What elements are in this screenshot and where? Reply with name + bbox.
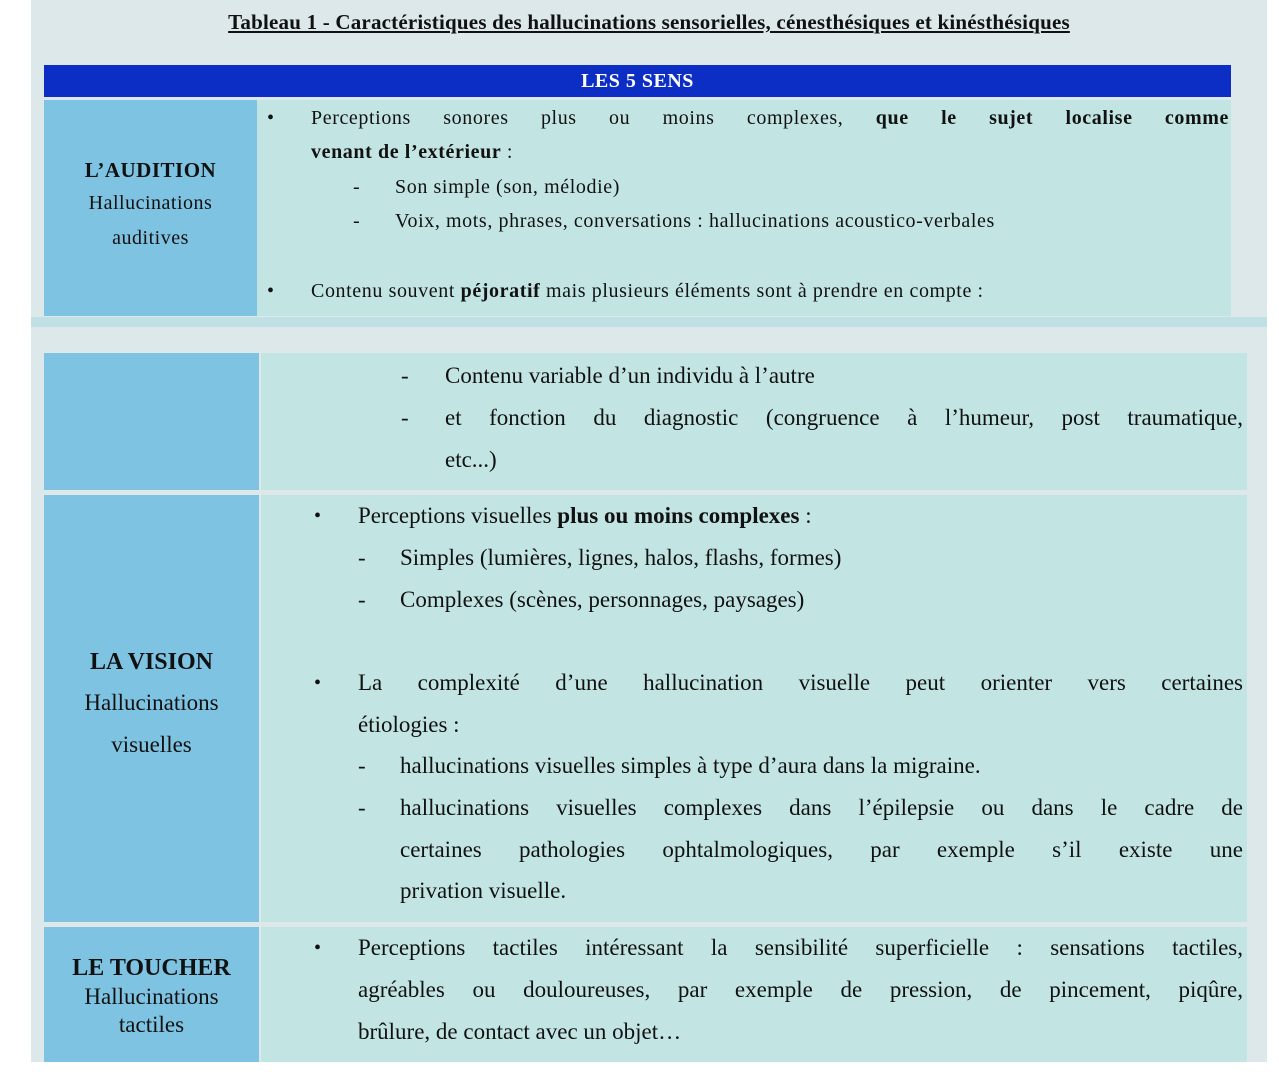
- audition-bullet1-line1: Perceptions sonores plus ou moins complexes, que le sujet localise comme: [311, 107, 1229, 129]
- toucher-label-cell: [44, 927, 259, 1062]
- vision-label-sub2: visuelles: [111, 732, 192, 757]
- toucher-label-sub2: tactiles: [118, 1012, 185, 1037]
- audition-continued-label-cell: [44, 353, 259, 490]
- vision-dash4-line1: hallucinations visuelles complexes dans l’épilepsie ou dans le cadre de: [400, 795, 1243, 820]
- bullet-marker: •: [267, 280, 275, 302]
- dash-marker: -: [401, 405, 409, 430]
- audition-continued-content-cell: [261, 353, 1247, 490]
- dash-marker: -: [401, 363, 409, 388]
- audition-label-cell: [44, 100, 257, 316]
- audition-bullet2: Contenu souvent péjoratif mais plusieurs éléments sont à prendre en compte :: [311, 280, 984, 302]
- audition-content-cell: [257, 100, 1231, 316]
- dash-marker: -: [358, 587, 366, 612]
- dash-marker: -: [358, 795, 366, 820]
- dash-marker: -: [353, 176, 361, 198]
- bullet-marker: •: [267, 107, 275, 129]
- table-title: Tableau 1 - Caractéristiques des hallucinations sensorielles, cénesthésiques et kinésthésiques: [228, 10, 1070, 34]
- vision-dash3: hallucinations visuelles simples à type d’aura dans la migraine.: [400, 753, 981, 778]
- toucher-label-title: LE TOUCHER: [72, 955, 231, 981]
- audition-label-title: L’AUDITION: [84, 158, 217, 182]
- bullet-marker: •: [314, 937, 322, 959]
- audition-dash3: Contenu variable d’un individu à l’autre: [445, 363, 815, 388]
- page-break-divider: [31, 317, 1267, 327]
- audition-label-sub1: Hallucinations: [88, 192, 213, 214]
- vision-bullet2-line1: La complexité d’une hallucination visuelle peut orienter vers certaines: [358, 670, 1243, 695]
- vision-bullet1: Perceptions visuelles plus ou moins complexes :: [358, 503, 812, 528]
- toucher-bullet1-line3: brûlure, de contact avec un objet…: [358, 1019, 682, 1044]
- vision-bullet2-line2: étiologies :: [358, 712, 460, 737]
- toucher-content-cell: [261, 927, 1247, 1062]
- audition-dash4-line1: et fonction du diagnostic (congruence à l’humeur, post traumatique,: [445, 405, 1243, 430]
- vision-content-cell: [261, 495, 1247, 922]
- vision-label-sub1: Hallucinations: [84, 690, 219, 715]
- audition-bullet1-line2: venant de l’extérieur :: [311, 141, 514, 163]
- audition-dash1: Son simple (son, mélodie): [395, 176, 620, 198]
- vision-label-title: LA VISION: [90, 649, 213, 675]
- document-page: [31, 0, 1267, 1062]
- vision-label-cell: [44, 495, 259, 922]
- toucher-bullet1-line2: agréables ou douloureuses, par exemple de pression, de pincement, piqûre,: [358, 977, 1243, 1002]
- vision-dash2: Complexes (scènes, personnages, paysages): [400, 587, 805, 612]
- toucher-bullet1-line1: Perceptions tactiles intéressant la sensibilité superficielle : sensations tactiles,: [358, 935, 1243, 960]
- dash-marker: -: [353, 210, 361, 232]
- vision-dash4-line3: privation visuelle.: [400, 878, 567, 903]
- section-header: LES 5 SENS: [44, 65, 1231, 97]
- vision-dash4-line2: certaines pathologies ophtalmologiques, par exemple s’il existe une: [400, 837, 1243, 862]
- audition-dash2: Voix, mots, phrases, conversations : hallucinations acoustico-verbales: [395, 210, 995, 232]
- audition-dash4-line2: etc...): [445, 447, 497, 472]
- dash-marker: -: [358, 753, 366, 778]
- bullet-marker: •: [314, 672, 322, 694]
- audition-label-sub2: auditives: [112, 227, 189, 249]
- dash-marker: -: [358, 545, 366, 570]
- vision-dash1: Simples (lumières, lignes, halos, flashs, formes): [400, 545, 842, 570]
- bullet-marker: •: [314, 505, 322, 527]
- toucher-label-sub1: Hallucinations: [84, 984, 219, 1009]
